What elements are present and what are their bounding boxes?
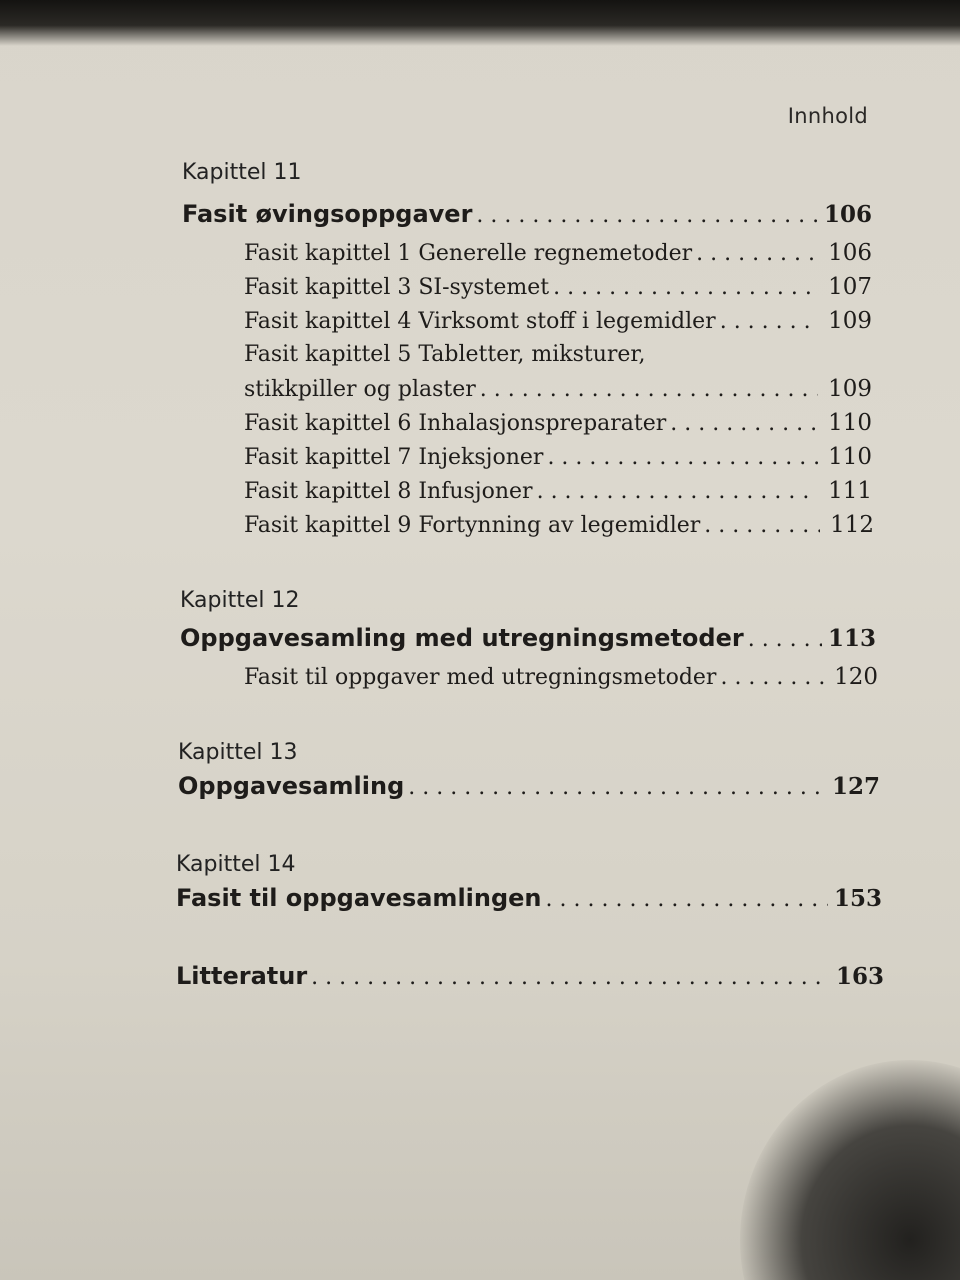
dot-leader xyxy=(553,275,818,300)
dot-leader xyxy=(476,203,818,228)
chapter-heading-row xyxy=(182,200,872,228)
chapter-title: Fasit øvingsoppgaver xyxy=(182,200,473,228)
page-number: 110 xyxy=(828,444,872,470)
entry-title: Fasit til oppgaver med utregningsmetoder xyxy=(244,665,717,690)
dot-leader xyxy=(720,665,824,690)
entry-title: Fasit kapittel 8 Infusjoner xyxy=(244,479,533,504)
dot-leader xyxy=(547,445,818,470)
chapter-heading-row xyxy=(178,772,880,800)
dot-leader xyxy=(408,775,826,800)
chapter-label: Kapittel 13 xyxy=(178,740,298,765)
dot-leader xyxy=(311,965,830,990)
toc-entry xyxy=(244,444,872,470)
entry-title-line1: Fasit kapittel 5 Tabletter, miksturer, xyxy=(244,342,646,367)
entry-title: Fasit kapittel 9 Fortynning av legemidler xyxy=(244,513,701,538)
entry-title: Fasit kapittel 7 Injeksjoner xyxy=(244,445,544,470)
dot-leader xyxy=(670,411,818,436)
entry-title: Fasit kapittel 4 Virksomt stoff i legemidler xyxy=(244,309,716,334)
page-number: 109 xyxy=(828,376,872,402)
entry-title: stikkpiller og plaster xyxy=(244,377,476,402)
page-number: 153 xyxy=(833,885,882,912)
literature-title: Litteratur xyxy=(176,962,308,990)
chapter-title: Oppgavesamling med utregningsmetoder xyxy=(180,624,744,652)
toc-entry xyxy=(244,664,878,690)
toc-entry xyxy=(244,240,872,266)
chapter-title: Oppgavesamling xyxy=(178,772,405,800)
dot-leader xyxy=(537,479,818,504)
page-number: 113 xyxy=(827,625,876,652)
dot-leader xyxy=(704,513,820,538)
page-number: 111 xyxy=(828,478,872,504)
dot-leader xyxy=(748,627,822,652)
entry-title: Fasit kapittel 1 Generelle regnemetoder xyxy=(244,241,693,266)
toc-entry xyxy=(244,274,872,300)
page-number: 112 xyxy=(830,512,874,538)
page-number: 107 xyxy=(828,274,872,300)
chapter-heading-row xyxy=(176,884,882,912)
entry-title: Fasit kapittel 3 SI-systemet xyxy=(244,275,550,300)
toc-entry xyxy=(244,410,872,436)
chapter-label: Kapittel 12 xyxy=(180,588,300,613)
toc-entry xyxy=(244,376,872,402)
toc-entry xyxy=(244,308,872,334)
literature-row xyxy=(176,962,884,990)
entry-title: Fasit kapittel 6 Inhalasjonspreparater xyxy=(244,411,667,436)
page-number: 109 xyxy=(828,308,872,334)
running-head: Innhold xyxy=(787,104,868,128)
chapter-label: Kapittel 14 xyxy=(176,852,296,877)
toc-entry xyxy=(244,512,874,538)
dot-leader xyxy=(546,887,828,912)
page-number: 106 xyxy=(828,240,872,266)
dot-leader xyxy=(720,309,818,334)
chapter-title: Fasit til oppgavesamlingen xyxy=(176,884,542,912)
page-number: 120 xyxy=(834,664,878,690)
chapter-heading-row xyxy=(180,624,876,652)
page-number: 106 xyxy=(823,201,872,228)
chapter-label: Kapittel 11 xyxy=(182,160,302,185)
dot-leader xyxy=(480,377,818,402)
dot-leader xyxy=(696,241,818,266)
page-number: 110 xyxy=(828,410,872,436)
page-number: 163 xyxy=(835,963,884,990)
toc-entry xyxy=(244,478,872,504)
page-number: 127 xyxy=(831,773,880,800)
